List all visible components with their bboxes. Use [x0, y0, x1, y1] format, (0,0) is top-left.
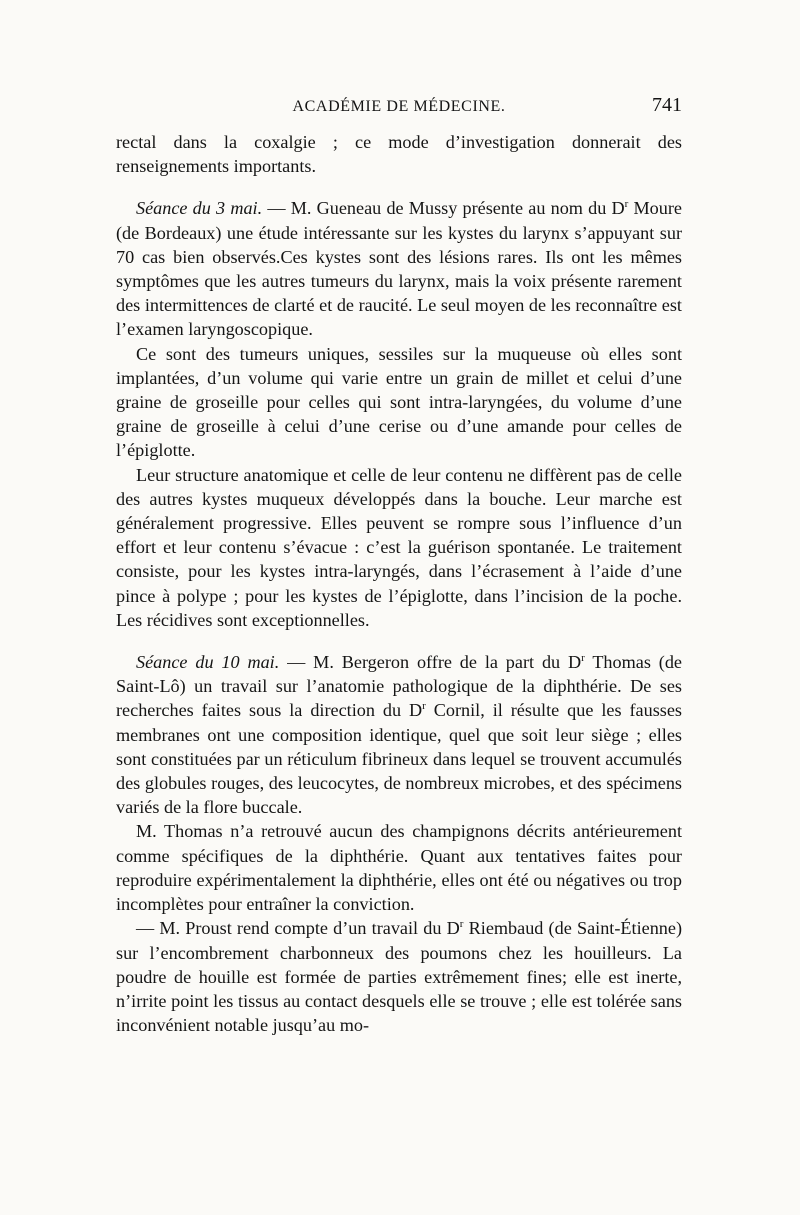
paragraph-text: Moure (de Bordeaux) une étude intéressante sur les kystes du larynx s’appuyant sur 70 cas bien observés.Ces kystes sont des lésions rares. Ils ont les mêmes symptômes que les autres tumeurs du larynx, mais la voix présente rarement des intermittences de clarté et de raucité. Le seul moyen de les reconnaître est l’examen laryngoscopique.: [116, 198, 683, 340]
paragraph-text: Thomas (de Saint-Lô) un travail sur l’anatomie pathologique de la diphthérie. De ses recherches faites sous la direction du D: [116, 652, 682, 721]
paragraph-text: Riembaud (de Saint-Étienne) sur l’encombrement charbonneux des poumons chez les houilleurs. La poudre de houille est formée de parties extrêmement fines; elle est inerte, n’irrite point les tissus au contact desquels elle se trouve ; elle est tolérée sans inconvénient notable jusqu’au mo-: [116, 918, 683, 1036]
paragraph-text: Leur structure anatomique et celle de leur contenu ne diffèrent pas de celle des autres kystes muqueux développés dans la bouche. Leur marche est généralement progressive. Elles peuvent se rompre sous l’influence d’un effort et leur contenu s’évacue : c’est la guérison spontanée. Le traitement consiste, pour les kystes intra-laryngés, dans l’écrasement à l’aide d’une pince à polype ; pour les kystes de l’épiglotte, dans l’incision de la poche. Les récidives sont exceptionnelles.: [116, 464, 682, 630]
superscript: r: [422, 700, 426, 713]
paragraph-text: — M. Proust rend compte d’un travail du D: [136, 918, 460, 939]
paragraph-text: M. Thomas n’a retrouvé aucun des champignons décrits antérieurement comme spécifiques de la diphthérie. Quant aux tentatives faites pour reproduire expérimentalement la diphthérie, elles ont été ou négatives ou trop incomplètes pour entraîner la conviction.: [116, 821, 682, 915]
paragraph-text: — M. Bergeron offre de la part du D: [279, 652, 582, 673]
paragraph-structure: [116, 463, 682, 632]
paragraph-continuation: [116, 130, 682, 178]
paragraph-seance-10-mai: [116, 650, 682, 819]
paragraph-tumeurs: [116, 342, 682, 463]
paragraph-thomas: [116, 819, 682, 916]
page-number: 741: [652, 94, 682, 116]
page-header: [116, 94, 682, 124]
superscript: r: [459, 918, 464, 931]
paragraph-text: — M. Gueneau de Mussy présente au nom du D: [262, 198, 625, 219]
session-heading: Séance du 3 mai.: [136, 198, 263, 219]
page-body: [116, 130, 682, 1037]
paragraph-text: Ce sont des tumeurs uniques, sessiles sur la muqueuse où elles sont implantées, d’un volume qui varie entre un grain de millet et celui d’une graine de groseille pour celles qui sont intra-laryngées, du volume d’une graine de groseille à celui d’une cerise ou d’une amande pour celles de l’épiglotte.: [116, 343, 682, 461]
session-heading: Séance du 10 mai.: [136, 652, 280, 673]
running-title: ACADÉMIE DE MÉDECINE.: [292, 98, 506, 115]
superscript: r: [581, 652, 585, 664]
paragraph-text: rectal dans la coxalgie ; ce mode d’investigation donnerait des renseignements importants.: [116, 132, 682, 177]
paragraph-proust: [116, 916, 682, 1037]
superscript: r: [624, 198, 629, 211]
paragraph-seance-3-mai: [116, 196, 682, 341]
paragraph-text: Cornil, il résulte que les fausses membranes ont une composition identique, quel que soit leur siège ; elles sont constituées par un réticulum fibrineux dans lequel se trouvent accumulés des globules rouges, des leucocytes, de nombreux microbes, et des spécimens variés de la flore buccale.: [116, 700, 682, 818]
